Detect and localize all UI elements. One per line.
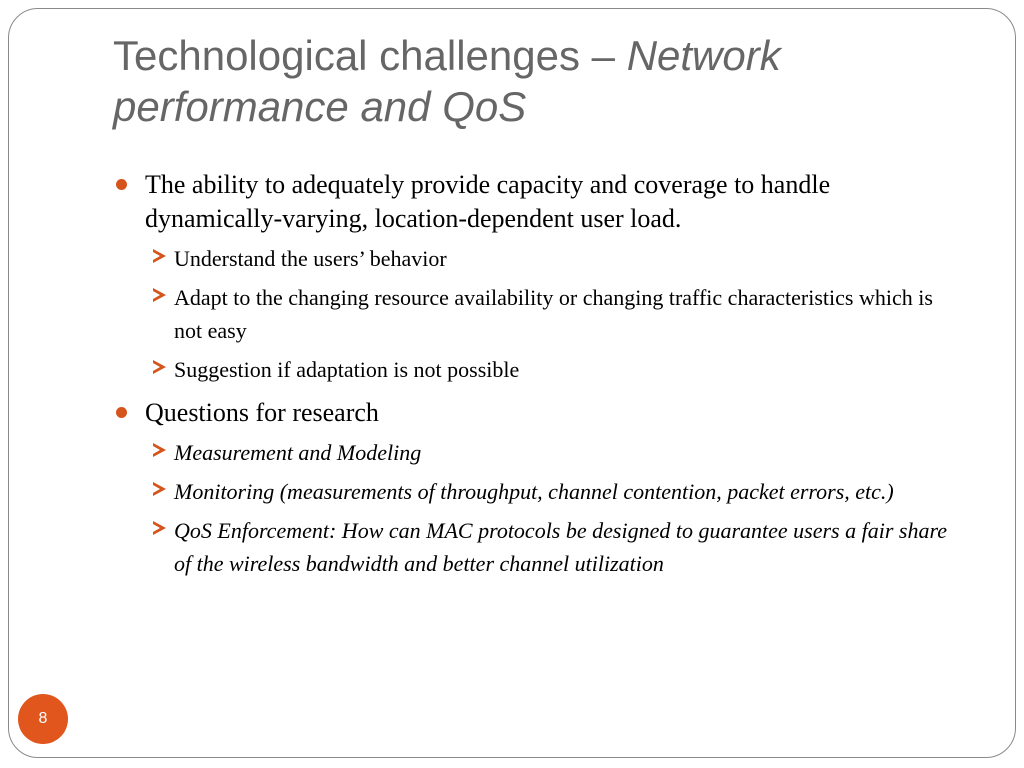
bullet-1-text: The ability to adequately provide capacity and coverage to handle dynamically-varying, location-dependent user load. bbox=[145, 170, 831, 233]
bullet-1 bbox=[113, 168, 963, 236]
page-number: 8 bbox=[38, 710, 48, 727]
sub-bullet-1-3 bbox=[153, 353, 963, 386]
slide-title-plain: Technological challenges – bbox=[113, 32, 627, 79]
sub-bullet-2-1 bbox=[153, 436, 963, 469]
sub-bullet-2-3-text: QoS Enforcement: How can MAC protocols be designed to guarantee users a fair share of the wireless bandwidth and better channel utilization bbox=[174, 518, 947, 576]
arrow-bullet-icon bbox=[153, 482, 166, 496]
sub-bullet-1-3-text: Suggestion if adaptation is not possible bbox=[174, 357, 520, 382]
sub-bullet-2-2 bbox=[153, 475, 963, 508]
sub-bullet-1-2-text: Adapt to the changing resource availability or changing traffic characteristics which is not easy bbox=[174, 285, 933, 343]
sub-bullet-2-1-text: Measurement and Modeling bbox=[174, 440, 422, 465]
arrow-bullet-icon bbox=[153, 521, 166, 535]
sub-bullet-2-3 bbox=[153, 514, 963, 580]
slide-title-italic: Network performance and QoS bbox=[113, 32, 781, 130]
sub-bullet-2-2-text: Monitoring (measurements of throughput, channel contention, packet errors, etc.) bbox=[174, 479, 894, 504]
arrow-bullet-icon bbox=[153, 249, 166, 263]
bullet-dot-icon bbox=[116, 407, 127, 418]
bullet-2 bbox=[113, 396, 963, 430]
arrow-bullet-icon bbox=[153, 443, 166, 457]
sub-bullet-1-2 bbox=[153, 281, 963, 347]
page-number-badge bbox=[18, 694, 68, 744]
sub-bullet-1-1-text: Understand the users’ behavior bbox=[174, 246, 447, 271]
sub-bullet-1-1 bbox=[153, 242, 963, 275]
arrow-bullet-icon bbox=[153, 360, 166, 374]
slide-title bbox=[113, 30, 933, 132]
slide-content bbox=[113, 168, 963, 586]
bullet-2-text: Questions for research bbox=[145, 398, 379, 427]
arrow-bullet-icon bbox=[153, 288, 166, 302]
bullet-dot-icon bbox=[116, 179, 127, 190]
